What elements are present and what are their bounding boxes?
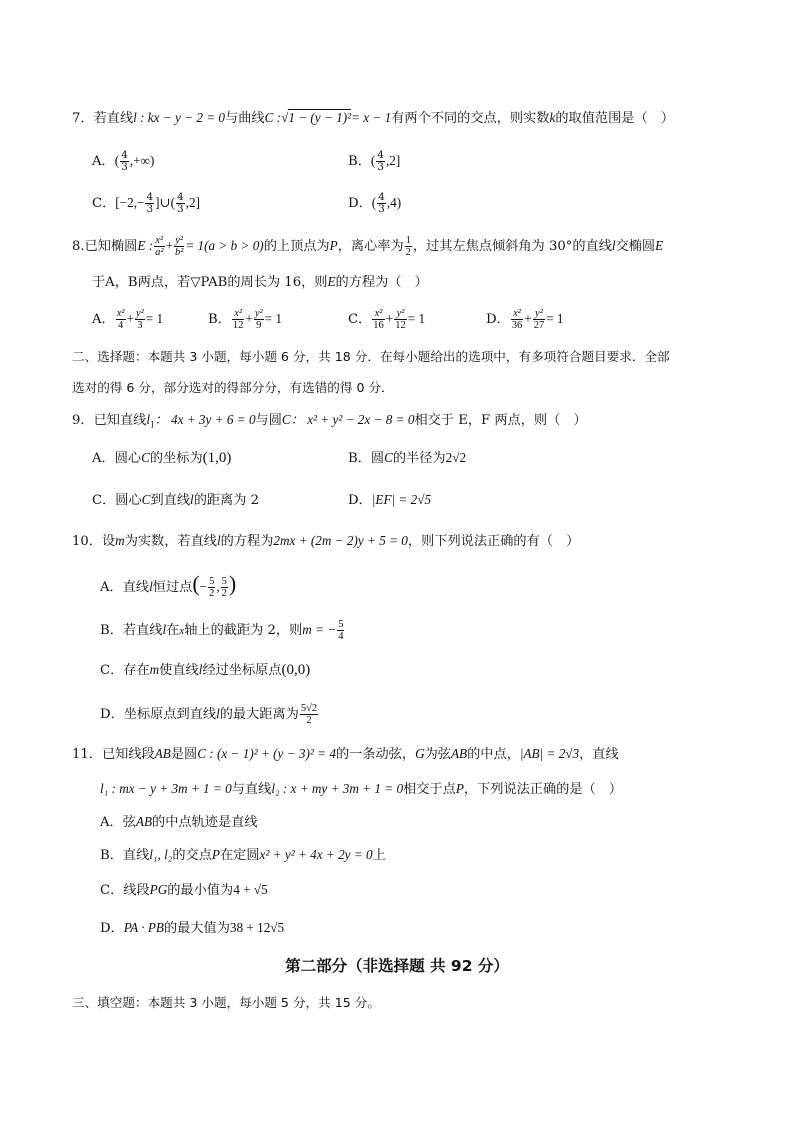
q7-curve-radicand: 1 − (y − 1)² [288, 110, 352, 125]
q8-option-a: A． $\frac{\text{x²}}{4}$ + $\frac{\text{y²}}{3}$ = 1 [92, 308, 164, 331]
q8-option-b: B． $\frac{\text{x²}}{12}$ + $\frac{\text{y²}}{9}$ = 1 [208, 308, 282, 331]
q11-option-b: B．直线l₁, l₂的交点P在定圆x² + y² + 4x + 2y = 0上 [100, 847, 386, 863]
q7-line-equation: l : kx − y − 2 = 0 [133, 110, 226, 125]
q11-option-a: A．弦AB的中点轨迹是直线 [100, 814, 258, 830]
q9-option-c: C．圆心C到直线l的距离为 2 [92, 492, 260, 508]
q10-stem: 10．设m为实数，若直线l的方程为2mx + (2m − 2)y + 5 = 0，则下列说法正确的有（ ） [72, 533, 580, 549]
q8-stem-line2: 于A，B两点，若▽PAB的周长为 16，则E的方程为（ ） [92, 274, 428, 290]
q7-option-a: A．( $\frac{4}{3}$ ,+∞) [92, 149, 155, 173]
q11-option-d: D．PA · PB的最大值为38 + 12√5 [100, 920, 285, 936]
q11-vector-product: PA · PB [123, 920, 164, 935]
q8-option-c: C． $\frac{\text{x²}}{16}$ + $\frac{\text{y²}}{12}$ = 1 [348, 308, 426, 331]
part2-title: 第二部分（非选择题 共 92 分） [285, 957, 509, 975]
q8-stem: 8.已知椭圆E : $\frac{\text{x²}}{\text{a²}}$ + $\frac{\text{y²}}{\text{b²}}$ = 1(a > b > 0)的上顶点为P，离心率为 $\frac{1}{2}$ ，过其左焦点倾斜角为 30°的直线l交椭圆E [72, 235, 664, 258]
q10-line-equation: 2mx + (2m − 2)y + 5 = 0 [273, 533, 408, 548]
q10-option-c: C．存在m使直线l经过坐标原点(0,0) [100, 662, 311, 678]
q9-stem: 9．已知直线$l_1$： 4x + 3y + 6 = 0与圆C： x² + y² − 2x − 8 = 0相交于 E，F 两点，则（ ） [72, 412, 587, 430]
q8-option-d: D． $\frac{\text{x²}}{36}$ + $\frac{\text{y²}}{27}$ = 1 [486, 308, 564, 331]
q8-ellipse-condition: = 1(a > b > 0) [185, 238, 264, 253]
q10-option-a: A．直线l恒过点(− $\frac{5}{2}$ , $\frac{5}{2}$ ) [100, 571, 237, 599]
q11-circle-equation: C : (x − 1)² + (y − 3)² = 4 [197, 746, 336, 761]
q7-option-d: D．( $\frac{4}{3}$ ,4) [348, 191, 402, 215]
section3-heading: 三、填空题：本题共 3 小题，每小题 5 分，共 15 分。 [72, 995, 380, 1010]
q7-option-c: C．[−2,− $\frac{4}{3}$ ]∪( $\frac{4}{3}$ ,2] [92, 191, 200, 215]
q9-option-d: D．|EF| = 2√5 [348, 492, 432, 508]
section2-heading: 二、选择题：本题共 3 小题，每小题 6 分，共 18 分．在每小题给出的选项中，有多项符合题目要求．全部 [72, 349, 670, 364]
q7-stem: 7．若直线l : kx − y − 2 = 0与曲线C :√1 − (y − 1)²= x − 1有两个不同的交点，则实数k的取值范围是（ ） [72, 110, 675, 126]
q9-option-b: B．圆C的半径为2√2 [348, 450, 467, 466]
q11-stem-line2: l₁ : mx − y + 3m + 1 = 0与直线l₂ : x + my + 3m + 1 = 0相交于点P，下列说法正确的是（ ） [100, 781, 623, 797]
q11-stem: 11．已知线段AB是圆C : (x − 1)² + (y − 3)² = 4的一条动弦，G为弦AB的中点，|AB| = 2√3，直线 [72, 746, 619, 762]
q11-option-c: C．线段PG的最小值为4 + √5 [100, 882, 268, 898]
q9-option-a: A．圆心C的坐标为(1,0) [92, 450, 232, 466]
q10-option-b: B．若直线l在x轴上的截距为 2，则m = − $\frac{5}{4}$ [100, 619, 344, 642]
q7-option-b: B．( $\frac{4}{3}$ ,2] [348, 149, 401, 173]
q10-option-d: D．坐标原点到直线l的最大距离为 $\frac{5√2}{2}$ [100, 703, 318, 726]
section2-heading-line2: 选对的得 6 分，部分选对的得部分分，有选错的得 0 分． [72, 380, 394, 395]
